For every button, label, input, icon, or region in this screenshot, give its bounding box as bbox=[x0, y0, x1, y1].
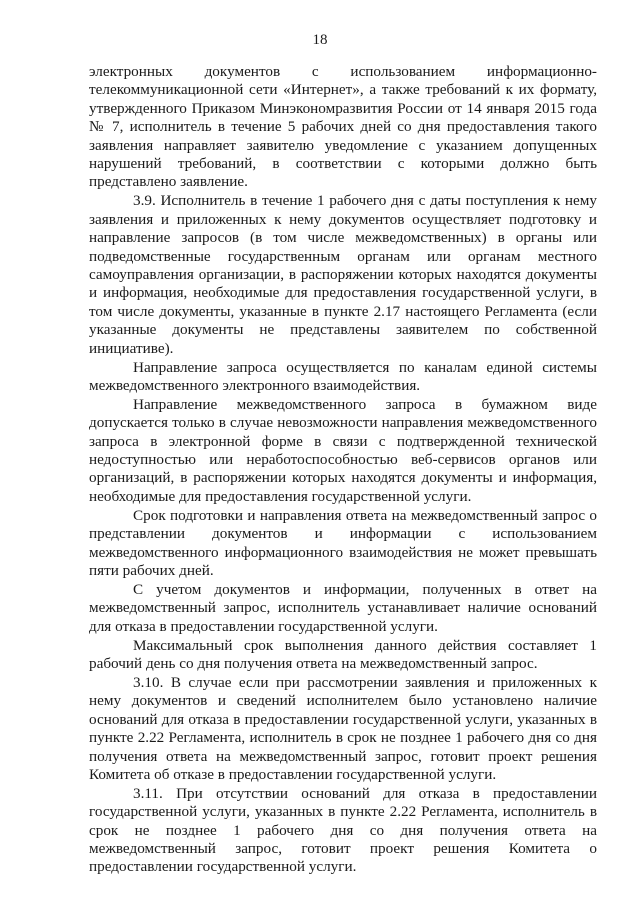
paragraph-3-10: 3.10. В случае если при рассмотрении заявления и приложенных к нему документов и сведений исполнителем было установлено наличие оснований для отказа в предоставлении государственной услуги, указанных в пункте 2.22 Регламента, исполнитель в срок не позднее 1 рабочего дня со дня получения ответа на межведомственный запрос, готовит проект решения Комитета об отказе в предоставлении государственной услуги. bbox=[89, 673, 597, 783]
page-number: 18 bbox=[312, 32, 328, 48]
paragraph-continuation: электронных документов с использованием информационно-телекоммуникационной сети «Интернет», а также требований к их формату, утвержденного Приказом Минэкономразвития России от 14 января 2015 года № 7, исполнитель в течение 5 рабочих дней со дня предоставления такого заявления направляет заявителю уведомление с указанием допущенных нарушений требований, в соответствии с которыми должно быть представлено заявление. bbox=[89, 63, 597, 191]
paragraph-response-deadline: Срок подготовки и направления ответа на межведомственный запрос о представлении документов и информации с использованием межведомственного информационного взаимодействия не может превышать пяти рабочих дней. bbox=[89, 506, 597, 579]
document-body bbox=[89, 63, 597, 877]
paragraph-3-9: 3.9. Исполнитель в течение 1 рабочего дня с даты поступления к нему заявления и приложенных к нему документов осуществляет подготовку и направление запросов (в том числе межведомственных) в органы или подведомственные государственным органам или органам местного самоуправления организации, в распоряжении которых находятся документы и информация, необходимые для предоставления государственной услуги, в том числе документы, указанные в пункте 2.17 настоящего Регламента (если указанные документы не представлены заявителем по собственной инициативе). bbox=[89, 192, 597, 357]
paragraph-paper-request: Направление межведомственного запроса в бумажном виде допускается только в случае невозможности направления межведомственного запроса в электронной форме в связи с подтвержденной технической недоступностью или неработоспособностью веб-сервисов органов или организаций, в распоряжении которых находятся документы и информация, необходимые для предоставления государственной услуги. bbox=[89, 395, 597, 505]
paragraph-request-channel: Направление запроса осуществляется по каналам единой системы межведомственного электронного взаимодействия. bbox=[89, 358, 597, 394]
paragraph-grounds-check: С учетом документов и информации, полученных в ответ на межведомственный запрос, исполнитель устанавливает наличие оснований для отказа в предоставлении государственной услуги. bbox=[89, 580, 597, 635]
paragraph-max-duration: Максимальный срок выполнения данного действия составляет 1 рабочий день со дня получения ответа на межведомственный запрос. bbox=[89, 636, 597, 672]
paragraph-3-11: 3.11. При отсутствии оснований для отказа в предоставлении государственной услуги, указанных в пункте 2.22 Регламента, исполнитель в срок не позднее 1 рабочего дня со дня получения ответа на межведомственный запрос, готовит проект решения Комитета о предоставлении государственной услуги. bbox=[89, 784, 597, 876]
